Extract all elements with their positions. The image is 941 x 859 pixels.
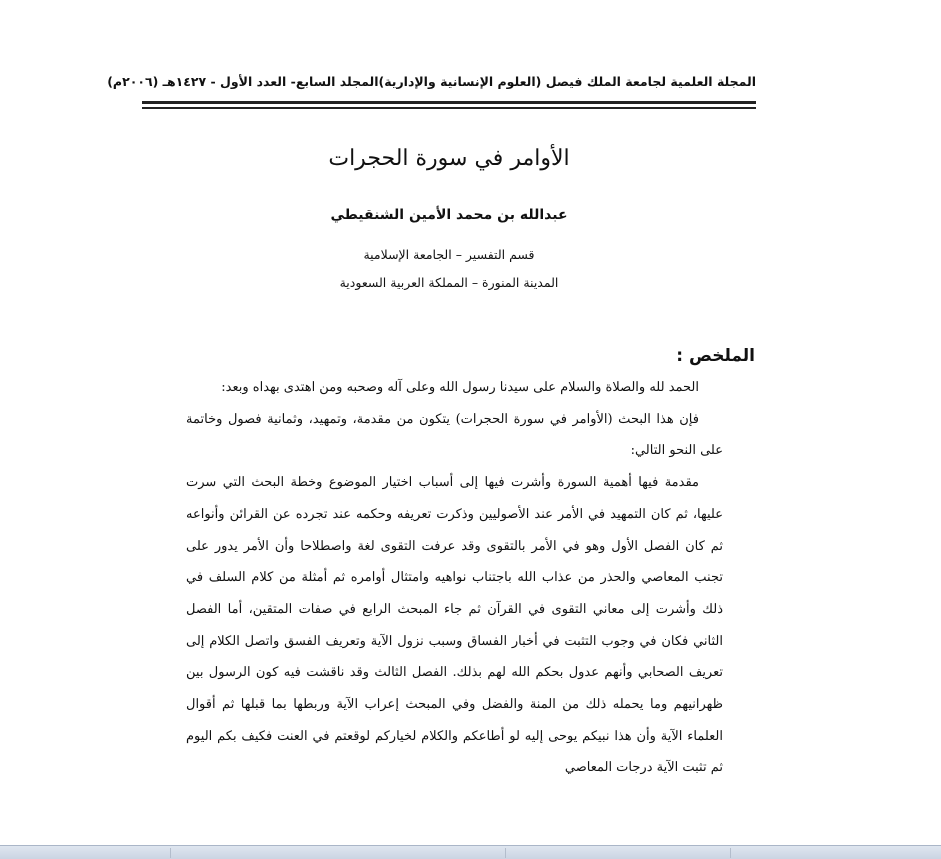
abstract-paragraph: مقدمة فيها أهمية السورة وأشرت فيها إلى أسباب اختيار الموضوع وخطة البحث التي سرت عليها، ثم كان التمهيد في الأمر عند الأصوليين وذكرت تعريفه وحكمه عند تجرده عن القرائن وأنواعه ثم كان الفصل الأول وهو في الأمر بالتقوى وقد عرفت التقوى لغة واصطلاحا وأن الأمر يدور على تجنب المعاصي والحذر من عذاب الله باجتناب نواهيه وامتثال أوامره ثم أمثلة من كلام السلف في ذلك وأشرت إلى معاني التقوى في القرآن ثم جاء المبحث الرابع في صفات المتقين، أما الفصل الثاني فكان في وجوب التثبت في أخبار الفساق وسبب نزول الآية وتعريف الفسق واتصل الكلام إلى تعريف الصحابي وأنهم عدول بحكم الله لهم بذلك. الفصل الثالث وقد ناقشت فيه كون الرسول بين ظهرانيهم وما يحمله ذلك من المنة والفضل وفي المبحث إعراب الآية وربطها بما قبلها ثم أقوال العلماء الآية وأن هذا نبيكم يوحى إليه لو أطاعكم والكلام لخياركم لوقعتم في العنت فكيف بكم اليوم ثم تثبت الآية درجات المعاصي <box>186 475 723 776</box>
author-name: عبدالله بن محمد الأمين الشنقيطي <box>330 207 568 223</box>
issue-info: المجلد السابع- العدد الأول - ١٤٢٧هـ (٢٠٠٦م) <box>107 74 379 89</box>
status-bar-divider <box>170 848 171 858</box>
abstract-paragraph: الحمد لله والصلاة والسلام على سيدنا رسول الله وعلى آله وصحبه ومن اهتدى بهداه وبعد: <box>221 380 699 395</box>
affiliation-location: المدينة المنورة – المملكة العربية السعودية <box>339 275 559 290</box>
header-rule-thin <box>142 107 756 109</box>
paper-title: الأوامر في سورة الحجرات <box>328 146 570 171</box>
abstract-paragraph: فإن هذا البحث (الأوامر في سورة الحجرات) يتكون من مقدمة، وتمهيد، وثمانية فصول وخاتمة على النحو التالي: <box>186 411 723 459</box>
abstract-body <box>186 372 723 784</box>
viewer-top-margin <box>0 0 941 58</box>
journal-name: المجلة العلمية لجامعة الملك فيصل (العلوم الإنسانية والإدارية) <box>378 74 756 89</box>
affiliation-department: قسم التفسير – الجامعة الإسلامية <box>363 247 535 262</box>
status-bar-divider <box>730 848 731 858</box>
status-bar-divider <box>505 848 506 858</box>
running-header <box>107 74 756 89</box>
header-rule-thick <box>142 101 756 104</box>
abstract-heading: الملخص : <box>676 346 755 366</box>
viewer-status-bar <box>0 845 941 859</box>
